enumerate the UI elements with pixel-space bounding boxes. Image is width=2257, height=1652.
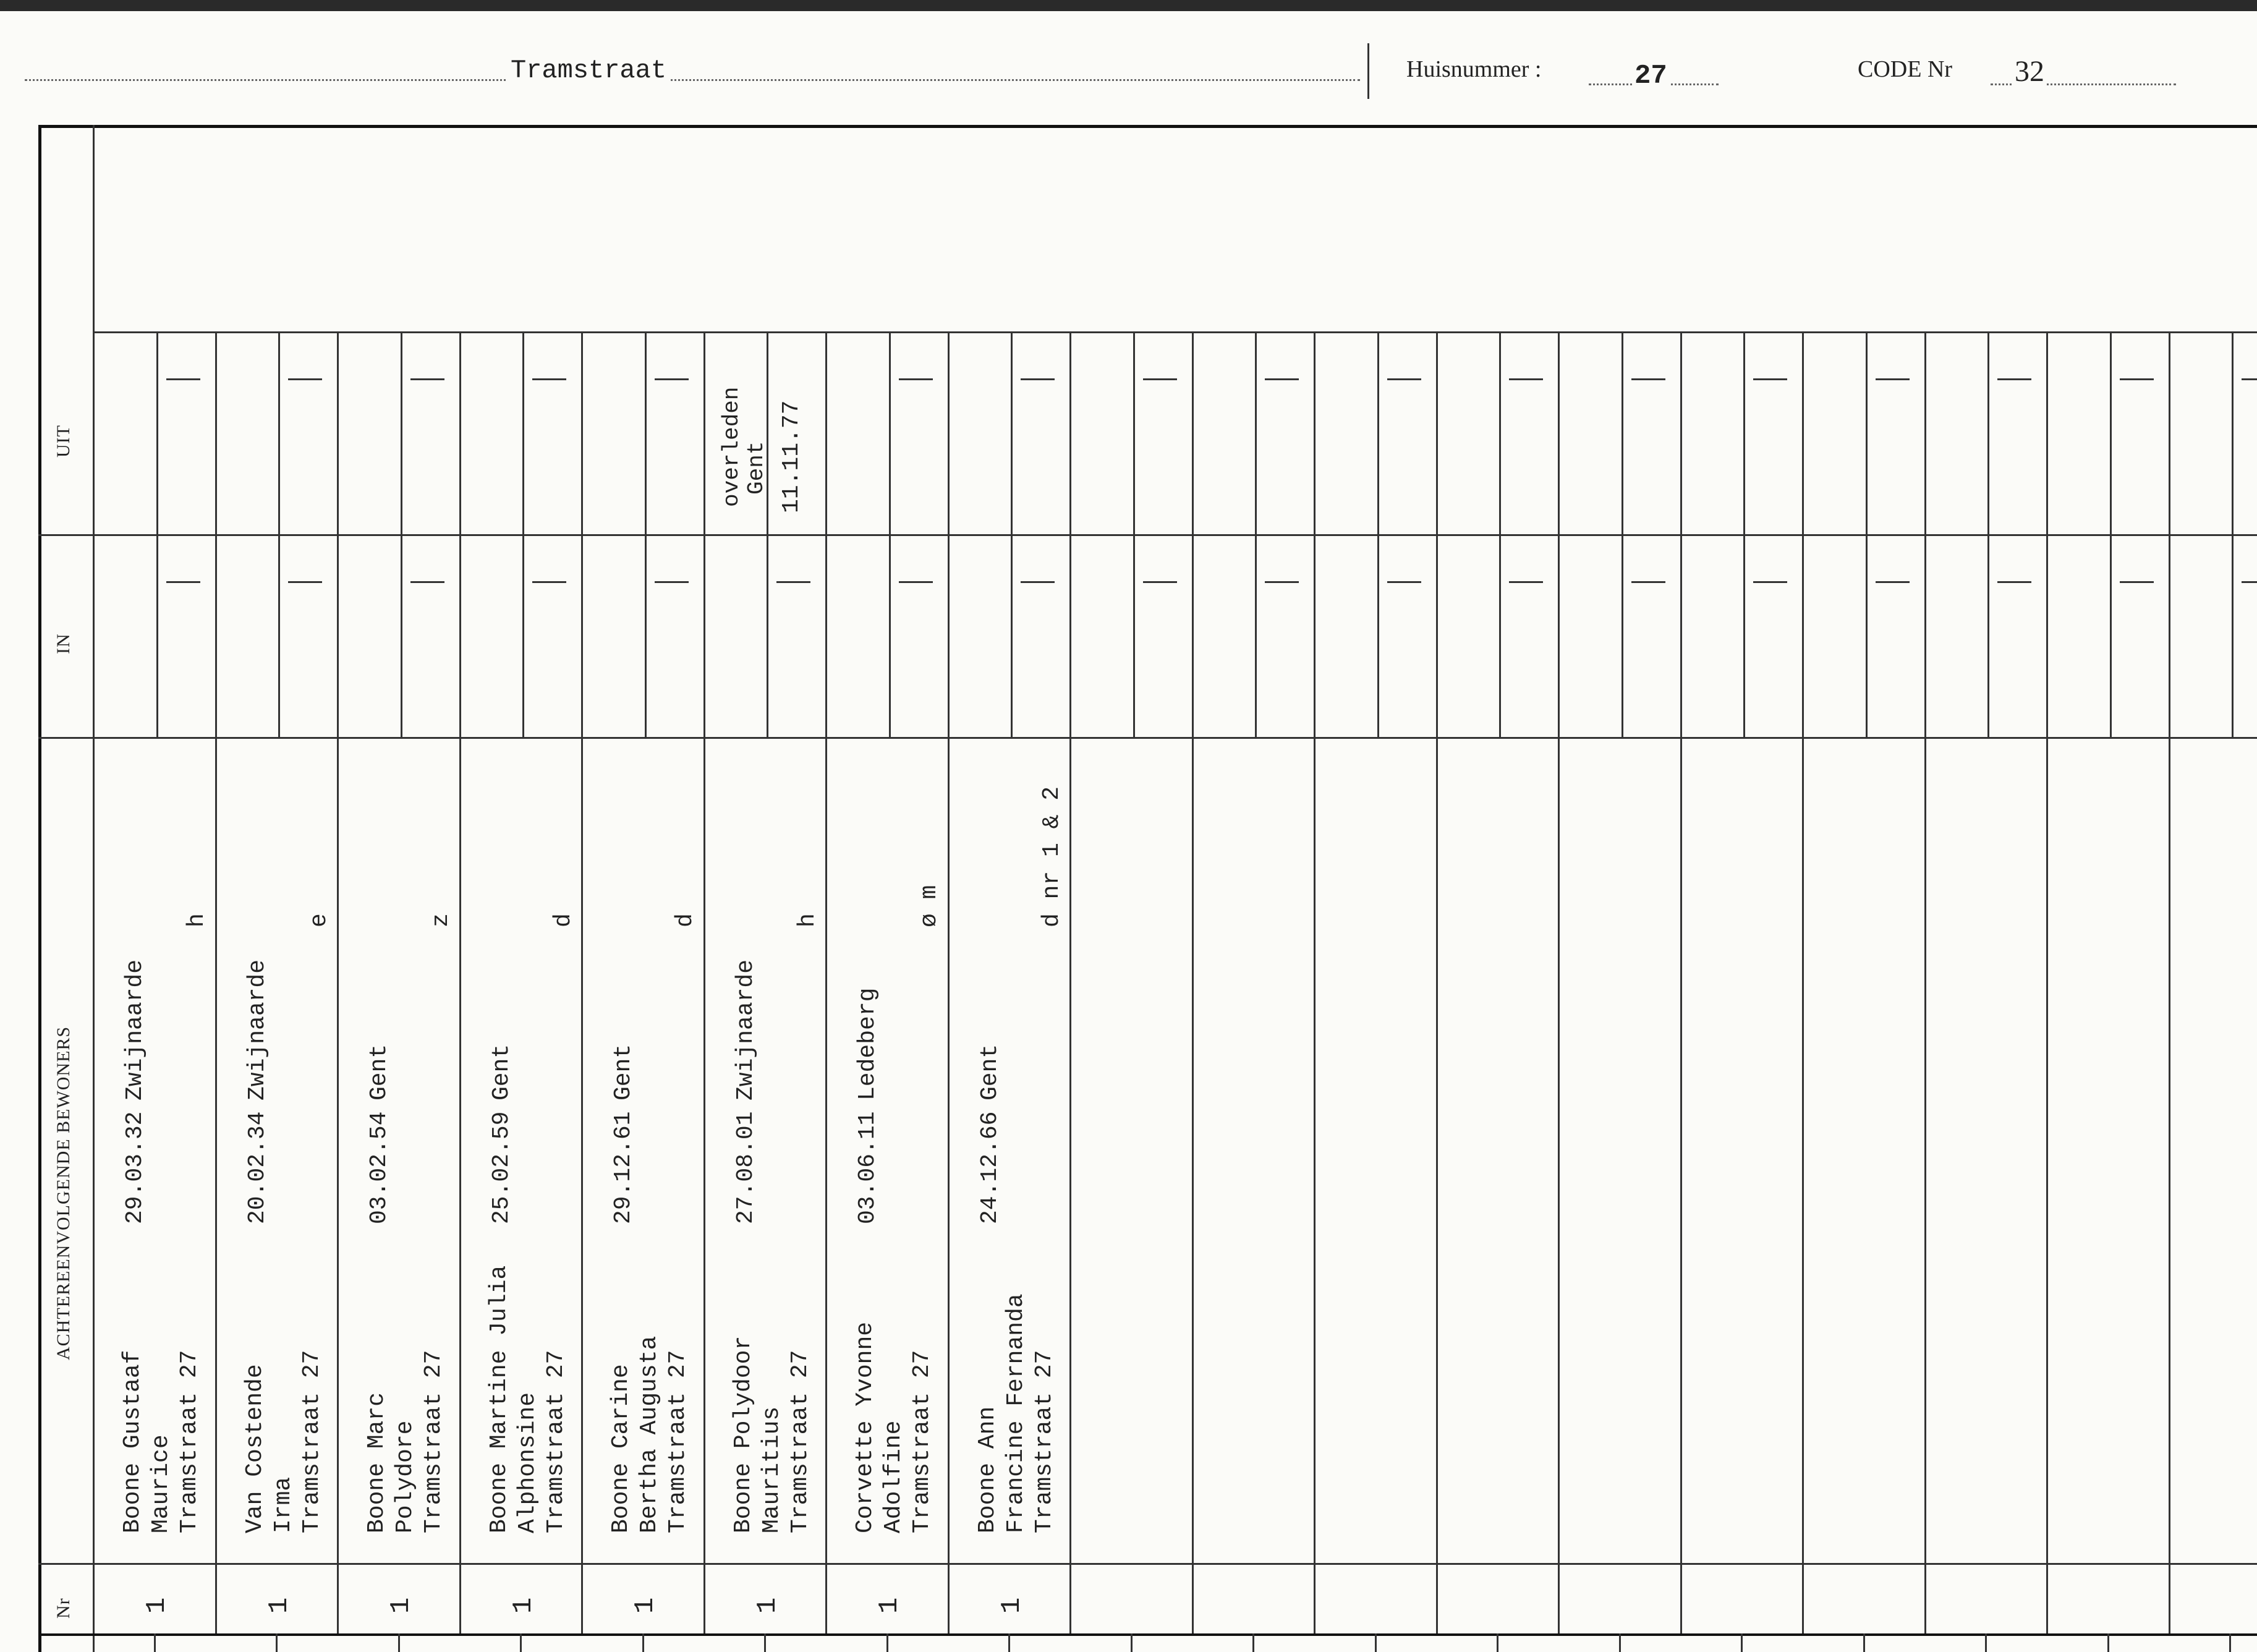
column-divider (337, 331, 339, 1633)
column-divider (581, 331, 583, 1633)
bottom-tick (1863, 1633, 1865, 1652)
uit-top-line (93, 331, 2257, 333)
resident-birth-date: 20.02.34 (244, 1111, 271, 1224)
column-divider (2046, 331, 2048, 1633)
resident-name-line2: Bertha Augusta (636, 1335, 663, 1533)
in-dash-mark (1509, 581, 1543, 583)
uit-dash-mark (1876, 378, 1910, 380)
in-half-divider (1622, 534, 1623, 737)
resident-status-code: ø m (916, 885, 943, 927)
resident-nr: 1 (996, 1597, 1027, 1614)
street-dotted-line (25, 79, 1360, 81)
in-dash-mark (2242, 581, 2257, 583)
uit-half-divider (1743, 331, 1745, 534)
resident-address: Tramstraat 27 (909, 1350, 935, 1533)
bottom-tick (520, 1633, 522, 1652)
uit-dash-mark (410, 378, 444, 380)
in-half-divider (1011, 534, 1013, 737)
in-half-divider (401, 534, 402, 737)
resident-nr: 1 (874, 1597, 905, 1614)
resident-name-line1: Boone Polydoor (729, 1335, 757, 1533)
resident-status-code: h (184, 913, 210, 927)
resident-nr: 1 (630, 1597, 661, 1614)
uit-half-divider (1255, 331, 1257, 534)
uit-note-place: Gent (743, 441, 769, 495)
uit-half-divider (1866, 331, 1868, 534)
resident-birth-place: Zwijnaarde (122, 959, 148, 1101)
resident-name-line2: Irma (270, 1476, 297, 1533)
resident-nr: 1 (508, 1597, 539, 1614)
in-dash-mark (655, 581, 689, 583)
bottom-tick (886, 1633, 888, 1652)
resident-status-code: d nr 1 & 2 (1038, 786, 1065, 927)
in-half-divider (2232, 534, 2234, 737)
resident-nr: 1 (263, 1597, 295, 1614)
in-half-divider (1499, 534, 1501, 737)
uit-note-departure: overleden (718, 386, 744, 507)
uit-dash-mark (899, 378, 933, 380)
in-half-divider (889, 534, 891, 737)
uit-date: 11.11.77 (778, 400, 805, 513)
uit-dash-mark (166, 378, 200, 380)
in-dash-mark (776, 581, 810, 583)
in-dash-mark (1753, 581, 1787, 583)
in-half-divider (1377, 534, 1379, 737)
resident-birth-date: 24.12.66 (976, 1111, 1003, 1224)
in-dash-mark (1021, 581, 1055, 583)
in-half-divider (2110, 534, 2112, 737)
resident-address: Tramstraat 27 (1031, 1350, 1058, 1533)
code-number-label: CODE Nr (1858, 56, 1953, 82)
resident-name-line1: Van Costende (241, 1364, 268, 1533)
column-divider (1558, 331, 1560, 1633)
bottom-tick (1375, 1633, 1377, 1652)
in-half-divider (278, 534, 280, 737)
uit-half-divider (1987, 331, 1989, 534)
house-number-label: Huisnummer : (1406, 56, 1542, 82)
bottom-tick (1985, 1633, 1987, 1652)
uit-half-divider (767, 331, 768, 534)
in-half-divider (767, 534, 768, 737)
resident-nr: 1 (386, 1597, 417, 1614)
uit-dash-mark (532, 378, 566, 380)
column-divider (215, 331, 217, 1633)
resident-name-line1: Boone Ann (974, 1406, 1001, 1533)
in-half-divider (522, 534, 524, 737)
uit-half-divider (645, 331, 647, 534)
resident-status-code: d (672, 913, 699, 927)
in-half-divider (1255, 534, 1257, 737)
bottom-tick (1497, 1633, 1498, 1652)
column-divider (1192, 331, 1194, 1633)
resident-birth-place: Zwijnaarde (732, 959, 759, 1101)
bottom-tick (2107, 1633, 2109, 1652)
residents-label: ACHTEREENVOLGENDE BEWONERS (53, 1026, 74, 1360)
uit-dash-mark (2242, 378, 2257, 380)
resident-birth-place: Gent (610, 1044, 637, 1101)
resident-address: Tramstraat 27 (298, 1350, 325, 1533)
header-divider (1367, 43, 1369, 99)
column-divider (1436, 331, 1438, 1633)
resident-address: Tramstraat 27 (786, 1350, 814, 1533)
resident-status-code: d (550, 913, 577, 927)
resident-birth-date: 03.06.11 (854, 1111, 881, 1224)
resident-nr: 1 (142, 1597, 172, 1614)
code-number-value: 32 (2012, 54, 2047, 88)
resident-nr: 1 (752, 1597, 783, 1614)
uit-half-divider (1377, 331, 1379, 534)
in-dash-mark (1143, 581, 1177, 583)
uit-half-divider (2232, 331, 2234, 534)
uit-label: UIT (53, 425, 74, 458)
uit-dash-mark (1631, 378, 1665, 380)
uit-half-divider (889, 331, 891, 534)
resident-birth-place: Ledeberg (854, 987, 881, 1101)
uit-dash-mark (1997, 378, 2031, 380)
resident-birth-place: Gent (976, 1044, 1003, 1101)
uit-dash-mark (1265, 378, 1299, 380)
resident-birth-place: Gent (488, 1044, 515, 1101)
resident-name-line2: Polydore (392, 1420, 419, 1533)
uit-half-divider (2110, 331, 2112, 534)
table-top-border (38, 125, 2257, 128)
table-bottom-border (38, 1633, 2257, 1636)
uit-half-divider (1622, 331, 1623, 534)
uit-half-divider (1499, 331, 1501, 534)
in-half-divider (156, 534, 158, 737)
column-divider (1924, 331, 1926, 1633)
in-dash-mark (1631, 581, 1665, 583)
nr-label: Nr (53, 1598, 74, 1619)
bottom-tick (1131, 1633, 1133, 1652)
uit-dash-mark (2120, 378, 2154, 380)
uit-dash-mark (288, 378, 322, 380)
resident-birth-date: 29.12.61 (610, 1111, 637, 1224)
in-label: IN (53, 633, 74, 654)
uit-dash-mark (1753, 378, 1787, 380)
uit-dash-mark (1143, 378, 1177, 380)
uit-dash-mark (655, 378, 689, 380)
resident-name-line2: Mauritius (758, 1406, 785, 1533)
resident-address: Tramstraat 27 (420, 1350, 447, 1533)
uit-dash-mark (1509, 378, 1543, 380)
column-divider (2169, 331, 2170, 1633)
column-divider (825, 331, 827, 1633)
top-edge-bar (0, 0, 2257, 11)
house-number-value: 27 (1632, 61, 1670, 92)
column-divider (1314, 331, 1316, 1633)
resident-name-line1: Boone Martine Julia (485, 1265, 512, 1533)
in-dash-mark (2120, 581, 2154, 583)
in-dash-mark (410, 581, 444, 583)
street-name: Tramstraat (507, 56, 670, 85)
resident-name-line2: Maurice (148, 1434, 174, 1533)
resident-address: Tramstraat 27 (665, 1350, 691, 1533)
bottom-tick (2229, 1633, 2231, 1652)
table-left-border (38, 125, 41, 1652)
uit-half-divider (401, 331, 402, 534)
in-dash-mark (899, 581, 933, 583)
bottom-tick (642, 1633, 644, 1652)
column-divider (459, 331, 461, 1633)
in-half-divider (1743, 534, 1745, 737)
uit-half-divider (278, 331, 280, 534)
in-half-divider (645, 534, 647, 737)
in-dash-mark (1265, 581, 1299, 583)
uit-dash-mark (1021, 378, 1055, 380)
in-dash-mark (1387, 581, 1421, 583)
column-divider (1069, 331, 1071, 1633)
in-dash-mark (288, 581, 322, 583)
resident-status-code: e (305, 913, 333, 927)
column-divider (1680, 331, 1682, 1633)
uit-dash-mark (1387, 378, 1421, 380)
resident-birth-place: Gent (366, 1044, 393, 1101)
resident-birth-date: 03.02.54 (366, 1111, 393, 1224)
resident-name-line2: Francine Fernanda (1002, 1293, 1029, 1533)
column-divider (948, 331, 950, 1633)
resident-name-line1: Boone Gustaaf (119, 1350, 146, 1533)
resident-name-line2: Adolfine (880, 1420, 907, 1533)
resident-name-line1: Boone Carine (608, 1364, 634, 1533)
in-dash-mark (1997, 581, 2031, 583)
resident-birth-date: 29.03.32 (122, 1111, 148, 1224)
bottom-tick (276, 1633, 278, 1652)
bottom-tick (1252, 1633, 1254, 1652)
column-divider (1802, 331, 1804, 1633)
resident-address: Tramstraat 27 (176, 1350, 203, 1533)
resident-status-code: z (428, 913, 454, 927)
bottom-tick (398, 1633, 400, 1652)
in-half-divider (1866, 534, 1868, 737)
bottom-tick (154, 1633, 156, 1652)
bottom-tick (1008, 1633, 1010, 1652)
uit-half-divider (522, 331, 524, 534)
in-half-divider (1133, 534, 1135, 737)
in-dash-mark (1876, 581, 1910, 583)
column-divider (703, 331, 705, 1633)
in-dash-mark (166, 581, 200, 583)
resident-name-line1: Boone Marc (363, 1392, 390, 1533)
resident-name-line1: Corvette Yvonne (852, 1321, 878, 1533)
bottom-tick (1619, 1633, 1621, 1652)
uit-half-divider (1011, 331, 1013, 534)
resident-status-code: h (794, 913, 821, 927)
bottom-tick (1741, 1633, 1743, 1652)
resident-name-line2: Alphonsine (514, 1392, 541, 1533)
resident-birth-date: 25.02.59 (488, 1111, 515, 1224)
label-column-divider (93, 125, 95, 1652)
in-half-divider (1987, 534, 1989, 737)
resident-birth-place: Zwijnaarde (244, 959, 271, 1101)
resident-birth-date: 27.08.01 (732, 1111, 759, 1224)
uit-half-divider (156, 331, 158, 534)
resident-address: Tramstraat 27 (542, 1350, 569, 1533)
bottom-tick (764, 1633, 766, 1652)
in-dash-mark (532, 581, 566, 583)
uit-half-divider (1133, 331, 1135, 534)
